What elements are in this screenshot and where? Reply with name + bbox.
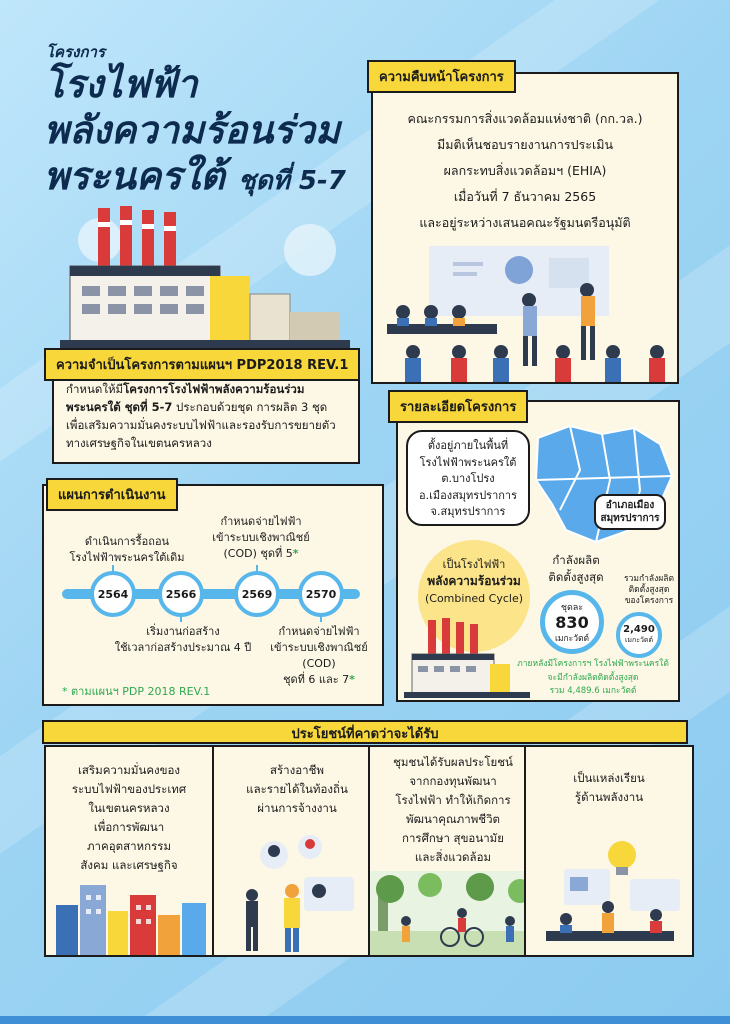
plan-top-1-line: ดำเนินการรื้อถอน [84,535,170,548]
benefit-line: ระบบไฟฟ้าของประเทศ [71,782,187,796]
benefits-heading: ประโยชน์ที่คาดว่าจะได้รับ [291,727,439,742]
benefit-text [370,753,536,867]
title-line-2: พลังความร้อนร่วม [44,108,341,152]
total-title [620,574,678,607]
after-line: รวม 4,489.6 เมกะวัตต์ [549,686,637,696]
map-label-line: สมุทรปราการ [600,513,660,524]
necessity-lead: กำหนดให้มี [66,382,124,396]
capacity-value: 830 [555,613,589,632]
benefit-line: สร้างอาชีพ [269,763,325,777]
plan-bottom-2-line: เข้าระบบเชิงพาณิชย์ [270,641,368,654]
benefit-line: ในเขตนครหลวง [88,801,170,815]
meeting-illustration [373,240,677,382]
title-line-3-suffix: ชุดที่ 5-7 [238,166,346,196]
plan-bottom-2-sets: ชุดที่ 6 และ 7 [283,673,350,686]
map-label-line: อำเภอเมือง [605,500,655,511]
capacity-title-line: ติดตั้งสูงสุด [548,570,604,584]
benefit-card-2 [212,745,382,957]
benefit-line: รู้ด้านพลังงาน [574,790,644,804]
plan-bottom-2-line: (COD) [302,657,336,670]
power-plant-illustration [60,200,350,350]
necessity-rest: ประกอบด้วยชุด การผลิต 3 ชุด [172,400,328,414]
map-label [594,494,666,530]
progress-line: คณะกรรมการสิ่งแวดล้อมแห่งชาติ (กก.วล.) [407,111,643,126]
capacity-unit: เมกะวัตต์ [554,634,590,644]
after-line: จะมีกำลังผลิตติดตั้งสูงสุด [547,672,639,683]
plant-type-text [406,556,542,607]
asterisk: * [292,547,299,560]
total-circle [616,612,662,658]
progress-line: และอยู่ระหว่างเสนอคณะรัฐมนตรีอนุมัติ [419,215,631,230]
plant-type-line: เป็นโรงไฟฟ้า [442,558,506,571]
total-unit: เมกะวัตต์ [624,636,654,644]
jobs-illustration [214,825,382,955]
capacity-circle [540,590,604,654]
asterisk: * [349,673,355,686]
timeline-node-2569: 2569 [234,571,280,617]
necessity-line-3: เพื่อเสริมความมั่นคงระบบไฟฟ้าและรองรับการขยายตัว [66,418,336,432]
progress-text [373,106,677,236]
plan-bottom-label-2 [258,624,380,688]
title-line-3 [44,154,346,203]
progress-panel [371,72,679,384]
timeline-node-2566: 2566 [158,571,204,617]
benefit-line: และสิ่งแวดล้อม [414,850,492,864]
plan-bottom-2-line [258,672,380,688]
plan-top-1-line: โรงไฟฟ้าพระนครใต้เดิม [69,551,185,564]
plan-top-2-line [196,546,326,562]
plan-heading: แผนการดำเนินงาน [46,478,178,511]
benefit-text [46,761,212,875]
total-title-line: ติดตั้งสูงสุด [628,585,670,595]
benefit-text [526,769,692,807]
location-line: อ.เมืองสมุทรปราการ [418,488,518,502]
benefit-line: จากกองทุนพัฒนา [409,774,497,788]
title-prefix: โครงการ [46,43,106,61]
timeline-node-2564: 2564 [90,571,136,617]
plan-bottom-1-line: เริ่มงานก่อสร้าง [146,625,220,638]
plan-top-label-2 [196,514,326,562]
necessity-bold-1: โครงการโรงไฟฟ้าพลังความร้อนร่วม [123,382,305,396]
total-value: 2,490 [623,624,655,635]
plan-bottom-2-line: กำหนดจ่ายไฟฟ้า [278,625,360,638]
benefit-line: ชุมชนได้รับผลประโยชน์ [393,755,513,769]
after-line: ภายหลังมีโครงการฯ โรงไฟฟ้าพระนครใต้ [517,659,669,669]
bottom-strip [0,1016,730,1024]
plant-type-line: (Combined Cycle) [424,592,524,605]
benefit-line: เป็นแหล่งเรียน [573,771,645,785]
benefit-line: เสริมความมั่นคงของ [77,763,181,777]
benefit-line: และรายได้ในท้องถิ่น [246,782,348,796]
location-line: ตั้งอยู่ภายในพื้นที่ [427,439,509,452]
benefit-text [214,761,380,818]
necessity-text [66,380,346,452]
capacity-unit-label: ชุดละ [560,603,584,613]
benefit-line: ผ่านการจ้างงาน [257,801,337,815]
park-illustration [370,871,538,955]
total-title-line: ของโครงการ [624,596,674,606]
total-title-line: รวมกำลังผลิต [624,574,674,584]
necessity-heading: ความจำเป็นโครงการตามแผนฯ PDP2018 REV.1 [44,348,360,381]
plan-footnote: * ตามแผนฯ PDP 2018 REV.1 [62,685,211,698]
learning-illustration [526,835,694,955]
progress-line: ผลกระทบสิ่งแวดล้อมฯ (EHIA) [443,163,607,178]
benefit-line: การศึกษา สุขอนามัย [402,831,504,845]
benefit-line: พัฒนาคุณภาพชีวิต [406,812,500,826]
necessity-line-4: ทางเศรษฐกิจในเขตนครหลวง [66,436,212,450]
necessity-bold-2: พระนครใต้ ชุดที่ 5-7 [66,400,173,414]
plan-bottom-label-1 [108,624,258,656]
details-heading: รายละเอียดโครงการ [388,390,528,423]
benefit-card-4 [524,745,694,957]
city-illustration [46,875,214,955]
benefit-line: สังคม และเศรษฐกิจ [80,858,178,872]
plan-top-2-cod: (COD) ชุดที่ 5 [223,547,293,560]
plan-top-2-line: กำหนดจ่ายไฟฟ้า [220,515,302,528]
location-line: จ.สมุทรปราการ [430,505,506,518]
progress-line: เมื่อวันที่ 7 ธันวาคม 2565 [453,189,597,204]
plan-top-2-line: เข้าระบบเชิงพาณิชย์ [212,531,310,544]
progress-line: มีมติเห็นชอบรายงานการประเมิน [436,137,614,152]
plan-bottom-1-line: ใช้เวลาก่อสร้างประมาณ 4 ปี [114,641,252,654]
timeline-node-2570: 2570 [298,571,344,617]
benefit-card-3 [368,745,538,957]
location-bubble [406,430,530,526]
title-line-1: โรงไฟฟ้า [44,62,198,106]
benefit-line: เพื่อการพัฒนา [93,820,165,834]
plan-top-label-1 [62,534,192,566]
benefit-card-1 [44,745,214,957]
benefit-line: โรงไฟฟ้า ทำให้เกิดการ [395,793,511,807]
capacity-title-line: กำลังผลิต [552,553,600,567]
after-project-text [508,658,678,699]
capacity-title [536,552,616,586]
plant-type-bold: พลังความร้อนร่วม [427,574,521,588]
title-line-3-main: พระนครใต้ [44,154,225,198]
progress-heading: ความคืบหน้าโครงการ [367,60,516,93]
location-line: โรงไฟฟ้าพระนครใต้ [419,455,517,469]
benefit-line: ภาคอุตสาหกรรม [86,839,172,853]
location-line: ต.บางโปรง [441,472,495,485]
